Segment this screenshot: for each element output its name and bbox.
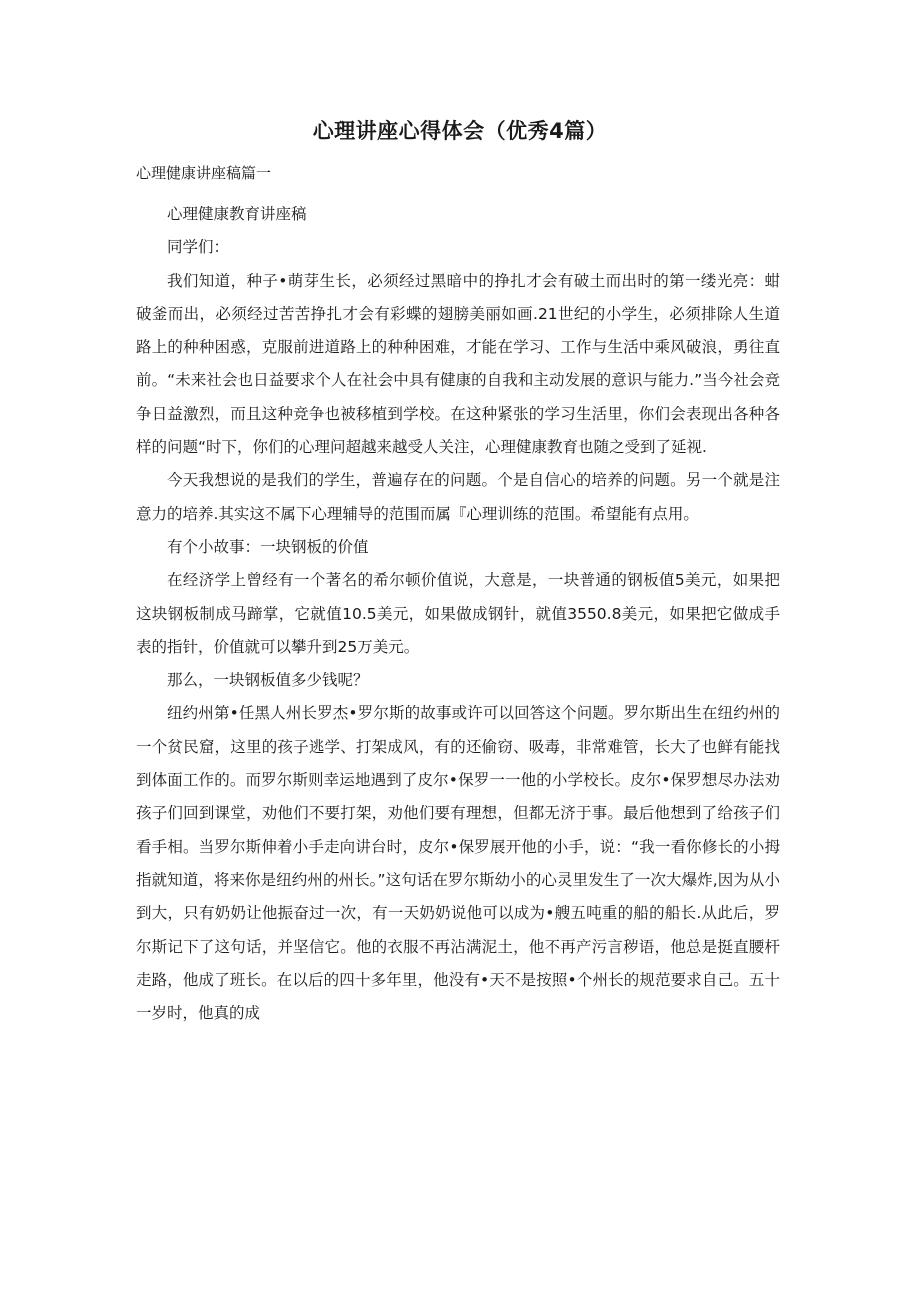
paragraph-story-heading: 有个小故事：一块钢板的价值 xyxy=(167,537,369,556)
paragraph: 在经济学上曾经有一个著名的希尔顿价值说，大意是，一块普通的钢板值5美元，如果把这块钢板制成马蹄掌，它就值10.5美元，如果做成钢针，就值3550.8美元，如果把它做成手表的指针，价值就可以攀升到25万美元。 xyxy=(136,571,780,656)
paragraph-greeting: 同学们： xyxy=(167,238,230,257)
paragraph: 纽约州第•任黑人州长罗杰•罗尔斯的故事或许可以回答这个问题。罗尔斯出生在纽约州的一个贫民窟，这里的孩子逃学、打架成风，有的还偷窃、吸毒，非常难管，长大了也鲜有能找到体面工作的。而罗尔斯则幸运地遇到了皮尔•保罗一一他的小学校长。皮尔•保罗想尽办法劝孩子们回到课堂，劝他们不要打架，劝他们要有理想，但都无济于事。最后他想到了给孩子们看手相。当罗尔斯伸着小手走向讲台时，皮尔•保罗展开他的小手，说：“我一看你修长的小拇指就知道，将来你是纽约州的州长。”这句话在罗尔斯幼小的心灵里发生了一次大爆炸,因为从小到大，只有奶奶让他振奋过一次，有一天奶奶说他可以成为•艘五吨重的船的船长.从此后，罗尔斯记下了这句话，并坚信它。他的衣服不再沾满泥土，他不再产污言秽语，他总是挺直腰杆走路，他成了班长。在以后的四十多年里，他没有•天不是按照•个州长的规范要求自己。五十一岁时，他真的成 xyxy=(136,704,780,1023)
section-heading: 心理健康讲座稿篇一 xyxy=(136,164,272,182)
document-title: 心理讲座心得体会（优秀4篇） xyxy=(312,119,608,143)
paragraph-lecture-title: 心理健康教育讲座稿 xyxy=(167,205,307,223)
document-body xyxy=(136,198,780,1030)
paragraph: 今天我想说的是我们的学生，普遍存在的问题。个是自信心的培养的问题。另一个就是注意力的培养.其实这不属下心理辅导的范围而属『心理训练的范围。希望能有点用。 xyxy=(136,471,780,523)
paragraph: 我们知道，种子•萌芽生长，必须经过黑暗中的挣扎才会有破土而出时的第一缕光亮：蚶破釜而出，必须经过苦苦挣扎才会有彩蝶的翅膀美丽如画.21世纪的小学生，必须排除人生道路上的种种困惑，克服前进道路上的种种困难，才能在学习、工作与生活中乘风破浪，勇往直前。“未来社会也日益要求个人在社会中具有健康的自我和主动发展的意识与能力.”当今社会竞争日益激烈，而且这种竞争也被移植到学校。在这种紧张的学习生活里，你们会表现出各种各样的问题“时下，你们的心理问超越来越受人关注，心理健康教育也随之受到了延视. xyxy=(136,271,780,457)
paragraph-question: 那么，一块钢板值多少钱呢？ xyxy=(167,671,369,690)
